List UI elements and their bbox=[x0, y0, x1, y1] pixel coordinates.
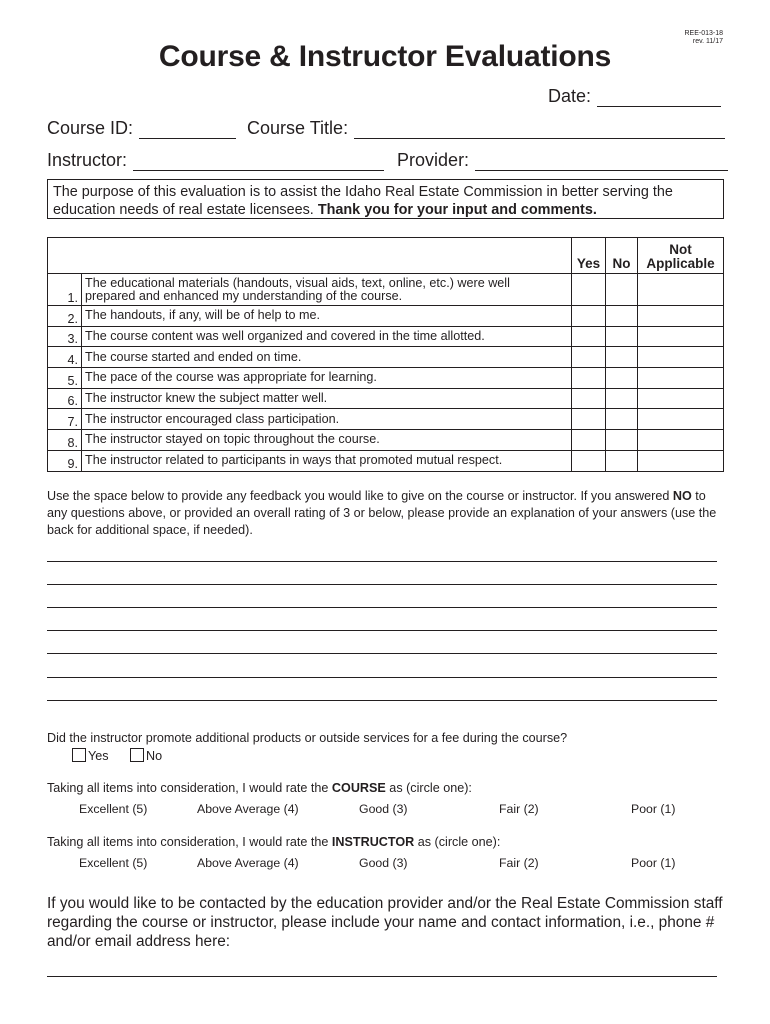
feedback-no: NO bbox=[672, 489, 692, 503]
feedback-text-1: Use the space below to provide any feedback you would like to give on the course or instructor. If you answered bbox=[47, 489, 673, 503]
col-yes-header: Yes bbox=[572, 238, 606, 274]
feedback-line-1[interactable] bbox=[47, 561, 717, 562]
answer-no-cell[interactable] bbox=[606, 306, 638, 327]
questions-table bbox=[47, 237, 724, 472]
answer-yes-cell[interactable] bbox=[572, 274, 606, 306]
table-row bbox=[48, 326, 724, 347]
question-text: The course content was well organized and covered in the time allotted. bbox=[82, 326, 572, 347]
answer-yes-cell[interactable] bbox=[572, 409, 606, 430]
question-text-line2: prepared and enhanced my understanding of the course. bbox=[85, 288, 403, 303]
course-title-field[interactable] bbox=[354, 121, 725, 139]
question-number: 9. bbox=[48, 450, 82, 471]
answer-no-cell[interactable] bbox=[606, 430, 638, 451]
date-row bbox=[548, 86, 721, 107]
contact-line[interactable] bbox=[47, 976, 717, 977]
course-title-label: Course Title: bbox=[247, 118, 349, 138]
instructor-rating-option[interactable]: Excellent (5) bbox=[79, 856, 148, 870]
question-number: 4. bbox=[48, 347, 82, 368]
feedback-line-5[interactable] bbox=[47, 653, 717, 654]
answer-no-cell[interactable] bbox=[606, 326, 638, 347]
provider-label: Provider: bbox=[397, 150, 470, 170]
col-na-line1: Not bbox=[669, 242, 692, 257]
question-text: The handouts, if any, will be of help to me. bbox=[82, 306, 572, 327]
course-rating-option[interactable]: Fair (2) bbox=[499, 802, 539, 816]
provider-field[interactable] bbox=[475, 153, 728, 171]
answer-no-cell[interactable] bbox=[606, 409, 638, 430]
answer-na-cell[interactable] bbox=[638, 306, 724, 327]
feedback-line-4[interactable] bbox=[47, 630, 717, 631]
answer-na-cell[interactable] bbox=[638, 347, 724, 368]
answer-yes-cell[interactable] bbox=[572, 430, 606, 451]
answer-yes-cell[interactable] bbox=[572, 368, 606, 389]
promote-question: Did the instructor promote additional products or outside services for a fee during the course? bbox=[47, 731, 568, 745]
answer-yes-cell[interactable] bbox=[572, 326, 606, 347]
course-rating-option[interactable]: Poor (1) bbox=[631, 802, 676, 816]
answer-yes-cell[interactable] bbox=[572, 306, 606, 327]
answer-yes-cell[interactable] bbox=[572, 347, 606, 368]
answer-na-cell[interactable] bbox=[638, 388, 724, 409]
table-row bbox=[48, 347, 724, 368]
feedback-line-6[interactable] bbox=[47, 677, 717, 678]
table-row bbox=[48, 450, 724, 471]
answer-no-cell[interactable] bbox=[606, 347, 638, 368]
purpose-thanks: Thank you for your input and comments. bbox=[317, 202, 597, 218]
instructor-label: Instructor: bbox=[47, 150, 128, 170]
answer-na-cell[interactable] bbox=[638, 450, 724, 471]
instructor-rating-option[interactable]: Good (3) bbox=[359, 856, 408, 870]
answer-no-cell[interactable] bbox=[606, 274, 638, 306]
question-number: 3. bbox=[48, 326, 82, 347]
table-row bbox=[48, 409, 724, 430]
feedback-line-3[interactable] bbox=[47, 607, 717, 608]
answer-no-cell[interactable] bbox=[606, 388, 638, 409]
instructor-rating-prefix: Taking all items into consideration, I would rate the bbox=[47, 835, 332, 849]
table-row bbox=[48, 368, 724, 389]
feedback-text-2: to any questions above, or provided an overall rating of 3 or below, please provide an explanation of your answers (use the back for additional space, if needed). bbox=[47, 489, 717, 537]
question-number: 5. bbox=[48, 368, 82, 389]
question-text-line1: The educational materials (handouts, visual aids, text, online, etc.) were well bbox=[85, 275, 510, 290]
course-rating-suffix: as (circle one): bbox=[385, 781, 472, 795]
purpose-text: The purpose of this evaluation is to assist the Idaho Real Estate Commission in better serving the education needs of real estate licensees. bbox=[53, 184, 673, 218]
table-row bbox=[48, 388, 724, 409]
answer-na-cell[interactable] bbox=[638, 409, 724, 430]
question-text: The instructor related to participants in ways that promoted mutual respect. bbox=[82, 450, 572, 471]
table-header-row bbox=[48, 238, 724, 274]
instructor-rating-option[interactable]: Fair (2) bbox=[499, 856, 539, 870]
instructor-rating-option[interactable]: Above Average (4) bbox=[197, 856, 299, 870]
question-text: The instructor stayed on topic throughout the course. bbox=[82, 430, 572, 451]
answer-no-cell[interactable] bbox=[606, 450, 638, 471]
table-row bbox=[48, 430, 724, 451]
instructor-rating-subject: INSTRUCTOR bbox=[331, 835, 415, 849]
answer-no-cell[interactable] bbox=[606, 368, 638, 389]
instructor-row bbox=[47, 150, 728, 171]
feedback-line-7[interactable] bbox=[47, 700, 717, 701]
question-number: 8. bbox=[48, 430, 82, 451]
feedback-instructions bbox=[47, 488, 727, 539]
contact-instructions: If you would like to be contacted by the education provider and/or the Real Estate Commission staff regarding the course or instructor, please include your name and contact information, i.e., phone # and/or email address here: bbox=[47, 895, 723, 950]
blank-header bbox=[48, 238, 572, 274]
purpose-box bbox=[47, 179, 724, 219]
instructor-rating-suffix: as (circle one): bbox=[414, 835, 501, 849]
answer-na-cell[interactable] bbox=[638, 274, 724, 306]
course-id-field[interactable] bbox=[139, 121, 236, 139]
form-number: REE-013-18 bbox=[684, 30, 723, 37]
question-number: 7. bbox=[48, 409, 82, 430]
course-row bbox=[47, 118, 725, 139]
answer-yes-cell[interactable] bbox=[572, 450, 606, 471]
question-text bbox=[82, 274, 572, 306]
question-number: 6. bbox=[48, 388, 82, 409]
question-text: The instructor knew the subject matter well. bbox=[82, 388, 572, 409]
feedback-line-2[interactable] bbox=[47, 584, 717, 585]
question-number: 1. bbox=[48, 274, 82, 306]
question-number: 2. bbox=[48, 306, 82, 327]
course-rating-question bbox=[47, 781, 472, 795]
table-row bbox=[48, 306, 724, 327]
page-title: Course & Instructor Evaluations bbox=[158, 40, 612, 73]
answer-na-cell[interactable] bbox=[638, 368, 724, 389]
promote-no-checkbox[interactable] bbox=[130, 748, 144, 762]
question-text: The instructor encouraged class participation. bbox=[82, 409, 572, 430]
col-na-header bbox=[638, 238, 724, 274]
form-revision: rev. 11/17 bbox=[692, 38, 723, 45]
col-na-line2: Applicable bbox=[646, 256, 715, 271]
course-id-label: Course ID: bbox=[47, 118, 134, 138]
course-rating-option[interactable]: Good (3) bbox=[359, 802, 408, 816]
course-rating-prefix: Taking all items into consideration, I would rate the bbox=[47, 781, 332, 795]
promote-options bbox=[72, 748, 162, 763]
instructor-rating-question bbox=[47, 835, 500, 849]
answer-yes-cell[interactable] bbox=[572, 388, 606, 409]
promote-yes-checkbox[interactable] bbox=[72, 748, 86, 762]
date-field[interactable] bbox=[597, 89, 721, 107]
col-no-header: No bbox=[606, 238, 638, 274]
answer-na-cell[interactable] bbox=[638, 430, 724, 451]
date-label: Date: bbox=[548, 86, 592, 106]
promote-no-label: No bbox=[146, 749, 163, 763]
promote-yes-label: Yes bbox=[88, 749, 109, 763]
table-row bbox=[48, 274, 724, 306]
course-rating-option[interactable]: Above Average (4) bbox=[197, 802, 299, 816]
course-rating-option[interactable]: Excellent (5) bbox=[79, 802, 148, 816]
course-rating-subject: COURSE bbox=[331, 781, 386, 795]
question-text: The course started and ended on time. bbox=[82, 347, 572, 368]
instructor-field[interactable] bbox=[133, 153, 384, 171]
question-text: The pace of the course was appropriate for learning. bbox=[82, 368, 572, 389]
instructor-rating-option[interactable]: Poor (1) bbox=[631, 856, 676, 870]
answer-na-cell[interactable] bbox=[638, 326, 724, 347]
